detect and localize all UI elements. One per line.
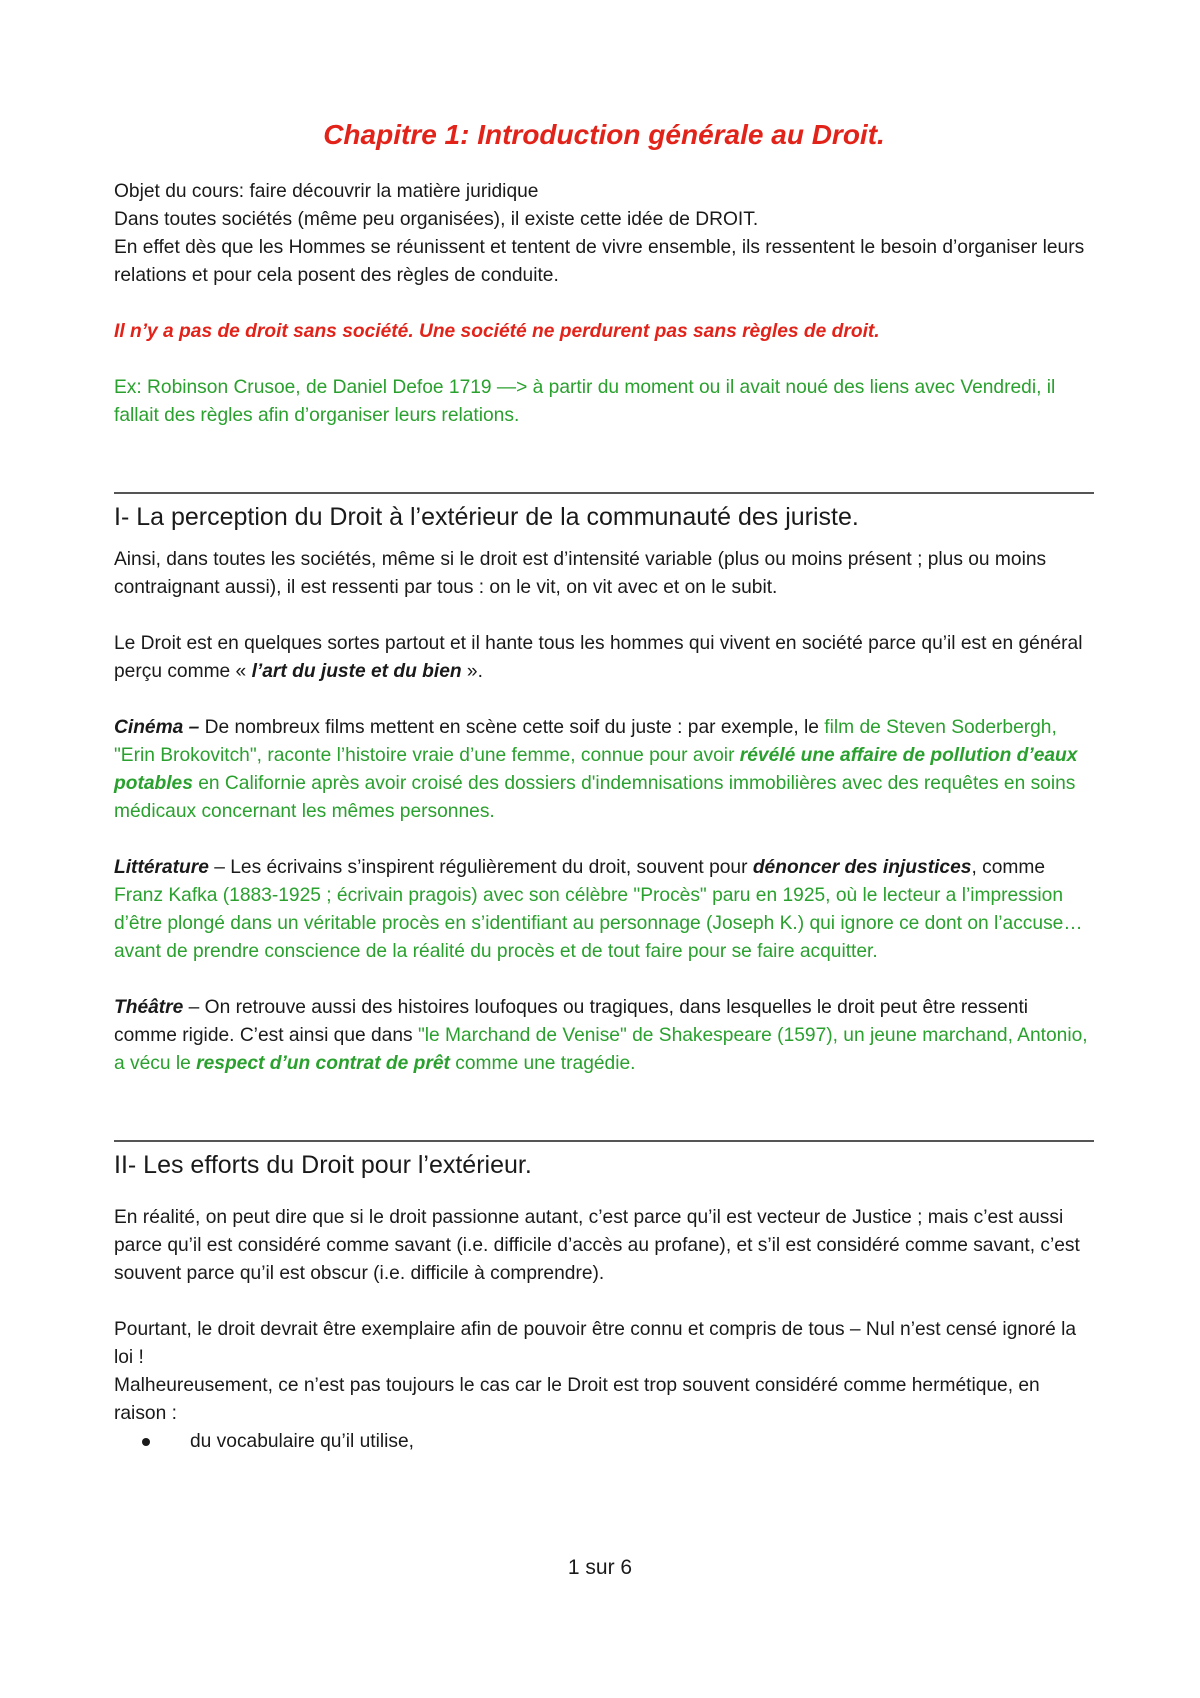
section-1-heading: I- La perception du Droit à l’extérieur de la communauté des juriste. [114, 492, 1094, 534]
intro-line-1: Objet du cours: faire découvrir la matière juridique [114, 181, 539, 202]
quote-art-du-juste: l’art du juste et du bien [251, 661, 462, 682]
section-2-heading: II- Les efforts du Droit pour l’extérieur. [114, 1140, 1094, 1182]
cinema-paragraph: Cinéma – De nombreux films mettent en scène cette soif du juste : par exemple, le film de Steven Soderbergh, "Erin Brokovitch", raconte l’histoire vraie d’une femme, connue pour avoir révélé une affaire de pollution d’eaux potables en Californie après avoir croisé des dossiers d'indemnisations immobilières avec des requêtes en soins médicaux concernant les mêmes personnes. [114, 717, 1078, 822]
section-2-paragraph-3: Malheureusement, ce n’est pas toujours le cas car le Droit est trop souvent considéré comme hermétique, en raison : [114, 1375, 1040, 1424]
example-paragraph: Ex: Robinson Crusoe, de Daniel Defoe 1719 —> à partir du moment ou il avait noué des liens avec Vendredi, il fallait des règles afin d’organiser leurs relations. [114, 377, 1056, 426]
section-1-paragraph-2: Le Droit est en quelques sortes partout et il hante tous les hommes qui vivent en société parce qu’il est en général perçu comme « l’art du juste et du bien ». [114, 633, 1083, 682]
list-item: du vocabulaire qu’il utilise, [114, 1428, 1094, 1456]
bullet-list [114, 1428, 1094, 1456]
section-1-paragraph-1: Ainsi, dans toutes les sociétés, même si le droit est d’intensité variable (plus ou moins présent ; plus ou moins contraignant aussi), il est ressenti par tous : on le vit, on vit avec et on le subit. [114, 549, 1047, 598]
section-2-paragraph-2: Pourtant, le droit devrait être exemplaire afin de pouvoir être connu et compris de tous – Nul n’est censé ignoré la loi ! [114, 1319, 1077, 1368]
principle-statement: Il n’y a pas de droit sans société. Une société ne perdurent pas sans règles de droit. [114, 321, 880, 342]
litterature-label: Littérature [114, 857, 209, 878]
litterature-paragraph: Littérature – Les écrivains s’inspirent régulièrement du droit, souvent pour dénoncer des injustices, comme Franz Kafka (1883-1925 ; écrivain pragois) avec son célèbre "Procès" paru en 1925, où le lecteur a l’impression d’être plongé dans un véritable procès en s’identifiant au personnage (Joseph K.) qui ignore ce dont on l’accuse… avant de prendre conscience de la réalité du procès et de tout faire pour se faire acquitter. [114, 857, 1083, 962]
bullet-icon [142, 1438, 150, 1446]
chapter-title: Chapitre 1: Introduction générale au Droit. [323, 119, 885, 150]
section-2-paragraph-1: En réalité, on peut dire que si le droit passionne autant, c’est parce qu’il est vecteur de Justice ; mais c’est aussi parce qu’il est considéré comme savant (i.e. difficile d’accès au profane), et s’il est considéré comme savant, c’est souvent parce qu’il est obscur (i.e. difficile à comprendre). [114, 1207, 1080, 1284]
theatre-paragraph: Théâtre – On retrouve aussi des histoires loufoques ou tragiques, dans lesquelles le droit peut être ressenti comme rigide. C’est ainsi que dans "le Marchand de Venise" de Shakespeare (1597), un jeune marchand, Antonio, a vécu le respect d’un contrat de prêt comme une tragédie. [114, 997, 1088, 1074]
intro-line-2: Dans toutes sociétés (même peu organisées), il existe cette idée de DROIT. [114, 209, 759, 230]
intro-line-3: En effet dès que les Hommes se réunissent et tentent de vivre ensemble, ils ressentent le besoin d’organiser leurs relations et pour cela posent des règles de conduite. [114, 237, 1085, 286]
theatre-label: Théâtre [114, 997, 184, 1018]
page-number: 1 sur 6 [567, 1556, 633, 1579]
cinema-label: Cinéma – [114, 717, 200, 738]
document-page [114, 118, 1094, 1456]
